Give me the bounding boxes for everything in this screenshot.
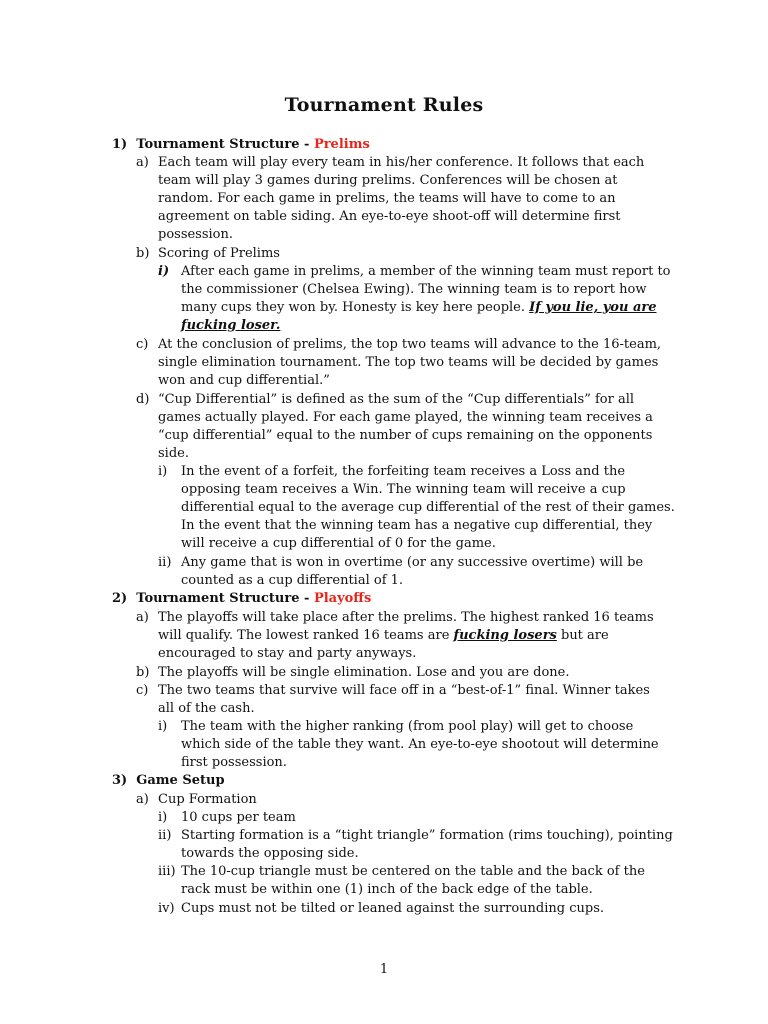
item-2c-i-line: The team with the higher ranking (from pool play) will get to choose — [181, 719, 634, 734]
item-1a-line: agreement on table siding. An eye-to-eye shoot-off will determine first — [158, 209, 621, 224]
item-1a-line: team will play 3 games during prelims. Conferences will be chosen at — [158, 173, 618, 188]
item-1d-i-marker: i) — [158, 464, 168, 479]
item-1a-line: Each team will play every team in his/her conference. It follows that each — [158, 155, 645, 170]
item-1b-i-line — [181, 299, 657, 317]
item-3a-iii-marker: iii) — [158, 864, 176, 879]
item-1a-line: possession. — [158, 227, 234, 242]
item-1b-i-marker: i) — [158, 264, 170, 279]
document-title: Tournament Rules — [284, 94, 484, 116]
item-1b-i-line: After each game in prelims, a member of the winning team must report to — [181, 264, 671, 279]
item-3a-marker: a) — [136, 792, 149, 807]
item-2b-marker: b) — [136, 665, 150, 680]
section-1-heading — [112, 136, 370, 154]
emphasis-text: fucking losers — [453, 628, 557, 643]
item-2b-line: The playoffs will be single elimination. Lose and you are done. — [158, 665, 570, 680]
item-3a-i-marker: i) — [158, 810, 168, 825]
item-1c-line: At the conclusion of prelims, the top two teams will advance to the 16-team, — [158, 337, 662, 352]
item-2c-i-marker: i) — [158, 719, 168, 734]
item-1d-i-line: differential equal to the average cup differential of the rest of their games. — [181, 500, 675, 515]
item-1d-i-line: will receive a cup differential of 0 for the game. — [181, 536, 496, 551]
item-3a-iii-line: rack must be within one (1) inch of the back edge of the table. — [181, 882, 593, 897]
item-1a-marker: a) — [136, 155, 149, 170]
item-1b-i-text: many cups they won by. Honesty is key here people. — [181, 300, 530, 315]
item-3a-line: Cup Formation — [158, 792, 257, 807]
item-1c-line: won and cup differential.” — [158, 373, 330, 388]
item-1b-line: Scoring of Prelims — [158, 246, 280, 261]
section-2-number: 2) — [112, 591, 128, 606]
section-2-label-red: Playoffs — [313, 591, 372, 606]
item-3a-i-line: 10 cups per team — [181, 810, 296, 825]
item-2a-line — [158, 627, 609, 645]
item-1a-line: random. For each game in prelims, the teams will have to come to an — [158, 191, 616, 206]
item-1c-marker: c) — [136, 337, 149, 352]
item-2a-line: encouraged to stay and party anyways. — [158, 646, 417, 661]
item-1c-line: single elimination tournament. The top two teams will be decided by games — [158, 355, 659, 370]
item-2c-i-line: which side of the table they want. An eye-to-eye shootout will determine — [181, 737, 659, 752]
item-3a-ii-marker: ii) — [158, 828, 172, 843]
section-1-number: 1) — [112, 137, 128, 152]
item-2a-marker: a) — [136, 610, 149, 625]
item-1d-ii-marker: ii) — [158, 555, 172, 570]
item-1d-line: side. — [158, 446, 189, 461]
section-2-heading — [112, 590, 371, 608]
item-2c-i-line: first possession. — [181, 755, 287, 770]
item-1d-ii-line: counted as a cup differential of 1. — [181, 573, 404, 588]
item-3a-ii-line: towards the opposing side. — [181, 846, 359, 861]
section-3-heading — [112, 772, 225, 790]
emphasis-text: If you lie, you are — [529, 300, 657, 315]
item-2c-line: The two teams that survive will face off in a “best-of-1” final. Winner takes — [158, 683, 650, 698]
item-3a-ii-line: Starting formation is a “tight triangle” formation (rims touching), pointing — [181, 828, 673, 843]
item-2a-text: but are — [556, 628, 609, 643]
emphasis-text: fucking loser. — [181, 318, 281, 333]
section-2-label: Tournament Structure - — [136, 591, 314, 606]
item-1d-i-line: In the event of a forfeit, the forfeiting team receives a Loss and the — [181, 464, 626, 479]
item-1d-i-line: In the event that the winning team has a negative cup differential, they — [181, 518, 653, 533]
item-3a-iv-marker: iv) — [158, 901, 175, 916]
item-1d-line: “cup differential” equal to the number of cups remaining on the opponents — [158, 428, 653, 443]
item-1b-marker: b) — [136, 246, 150, 261]
page-number: 1 — [379, 962, 389, 977]
item-1b-i-line: the commissioner (Chelsea Ewing). The winning team is to report how — [181, 282, 647, 297]
item-2c-line: all of the cash. — [158, 701, 255, 716]
item-1d-line: “Cup Differential” is defined as the sum of the “Cup differentials” for all — [158, 392, 635, 407]
item-2a-line: The playoffs will take place after the prelims. The highest ranked 16 teams — [158, 610, 654, 625]
section-1-label: Tournament Structure - — [136, 137, 314, 152]
item-2a-text: will qualify. The lowest ranked 16 teams are — [158, 628, 454, 643]
item-1d-marker: d) — [136, 392, 150, 407]
section-1-label-red: Prelims — [313, 137, 370, 152]
item-3a-iii-line: The 10-cup triangle must be centered on the table and the back of the — [181, 864, 645, 879]
item-3a-iv-line: Cups must not be tilted or leaned against the surrounding cups. — [181, 901, 605, 916]
item-2c-marker: c) — [136, 683, 149, 698]
item-1d-ii-line: Any game that is won in overtime (or any successive overtime) will be — [181, 555, 644, 570]
section-3-label: Game Setup — [136, 773, 225, 788]
section-3-number: 3) — [112, 773, 128, 788]
item-1d-line: games actually played. For each game played, the winning team receives a — [158, 410, 653, 425]
item-1d-i-line: opposing team receives a Win. The winning team will receive a cup — [181, 482, 626, 497]
